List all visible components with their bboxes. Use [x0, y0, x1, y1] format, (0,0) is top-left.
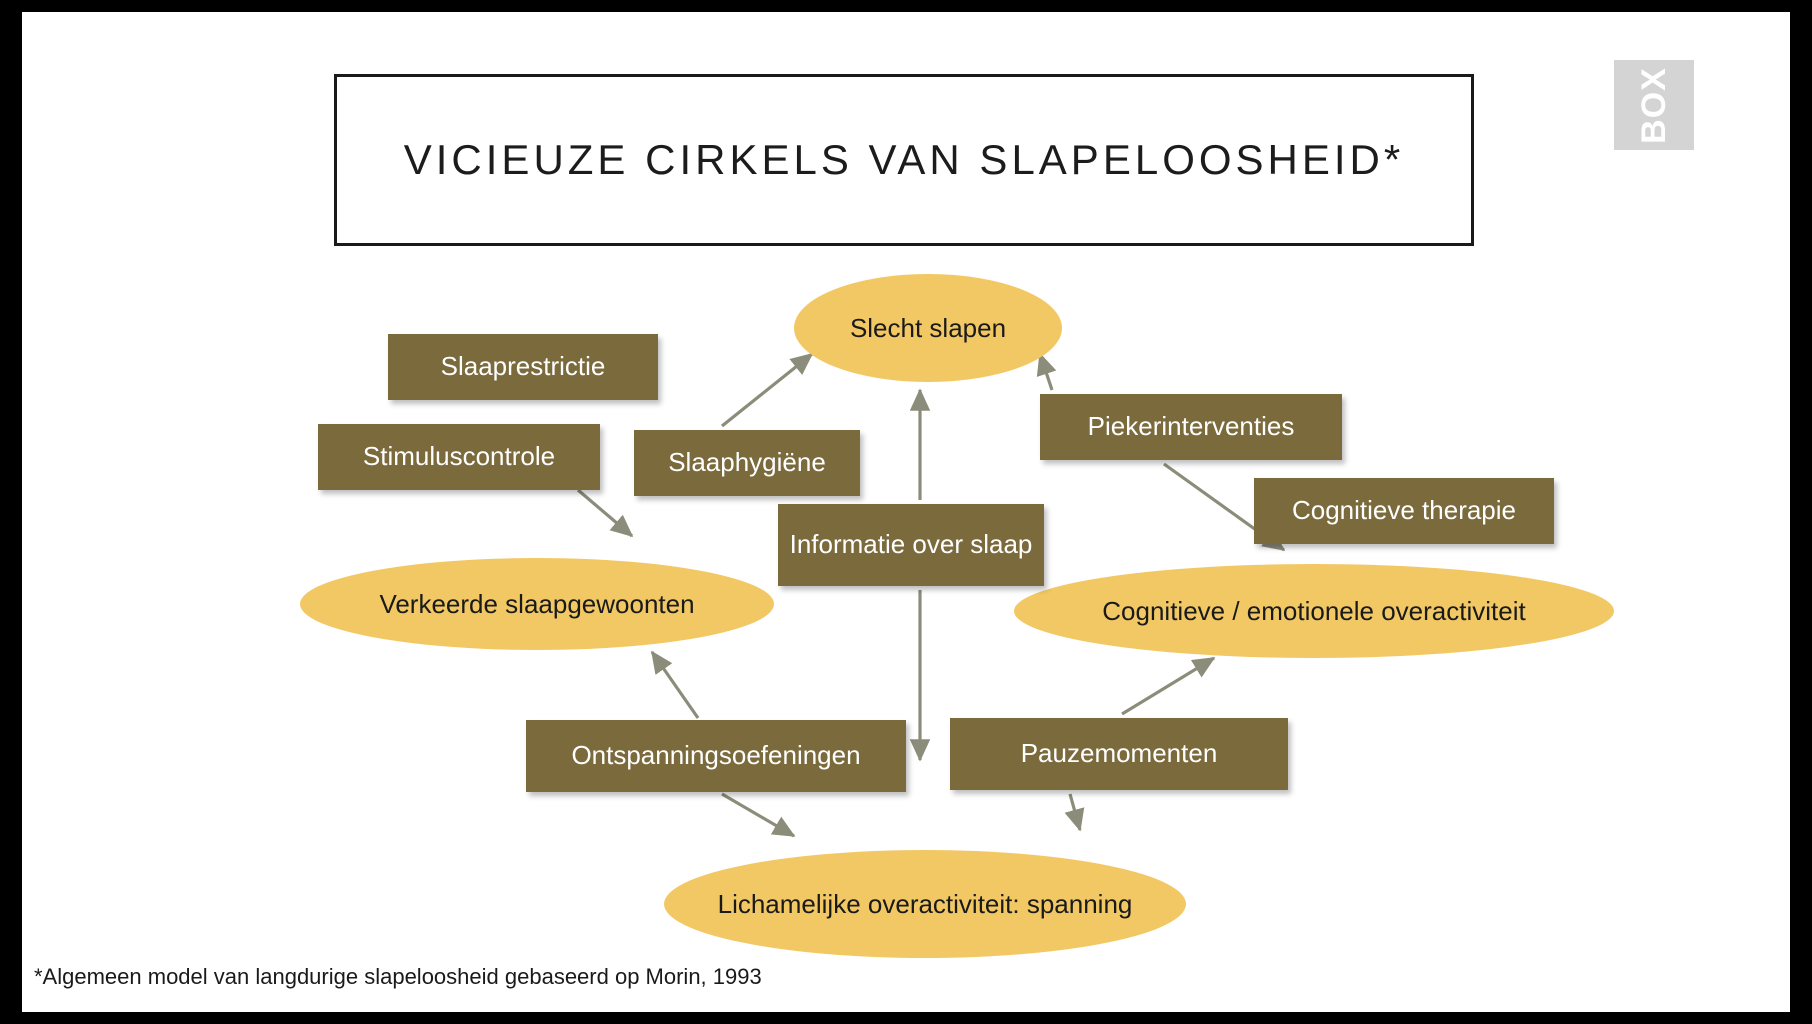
node-cognitieve-therapie[interactable] — [1254, 478, 1554, 544]
node-lichamelijke-overactiviteit[interactable] — [664, 850, 1186, 958]
node-label: Cognitieve therapie — [1291, 495, 1517, 526]
node-label: Slecht slapen — [849, 312, 1007, 343]
node-pauzemomenten[interactable] — [950, 718, 1288, 790]
node-label: Verkeerde slaapgewoonten — [379, 588, 695, 619]
node-label: Piekerinterventies — [1087, 411, 1295, 442]
node-label: Slaaprestrictie — [440, 351, 606, 382]
slide-canvas — [22, 12, 1790, 1012]
footnote: *Algemeen model van langdurige slapeloosheid gebaseerd op Morin, 1993 — [34, 964, 762, 989]
node-stimuluscontrole[interactable] — [318, 424, 600, 490]
node-label: Informatie over slaap — [789, 529, 1033, 560]
node-label: Slaaphygiëne — [668, 447, 826, 478]
logo-text: BOX — [1634, 66, 1673, 144]
node-informatie-over-slaap[interactable] — [778, 504, 1044, 586]
node-slaaprestrictie[interactable] — [388, 334, 658, 400]
node-cognitieve-emotionele-overactiviteit[interactable] — [1014, 564, 1614, 658]
node-label: Stimuluscontrole — [362, 441, 556, 472]
node-slaaphygiene[interactable] — [634, 430, 860, 496]
node-verkeerde-slaapgewoonten[interactable] — [300, 558, 774, 650]
node-label: Cognitieve / emotionele overactiviteit — [1102, 595, 1526, 626]
node-label: Ontspanningsoefeningen — [571, 740, 861, 771]
page-title: VICIEUZE CIRKELS VAN SLAPELOOSHEID* — [403, 136, 1405, 183]
node-slecht-slapen[interactable] — [794, 274, 1062, 382]
node-ontspanningsoefeningen[interactable] — [526, 720, 906, 792]
node-piekerinterventies[interactable] — [1040, 394, 1342, 460]
node-label: Lichamelijke overactiviteit: spanning — [717, 888, 1133, 919]
vicious-cycles-diagram — [22, 12, 1790, 1012]
node-label: Pauzemomenten — [1020, 738, 1218, 769]
